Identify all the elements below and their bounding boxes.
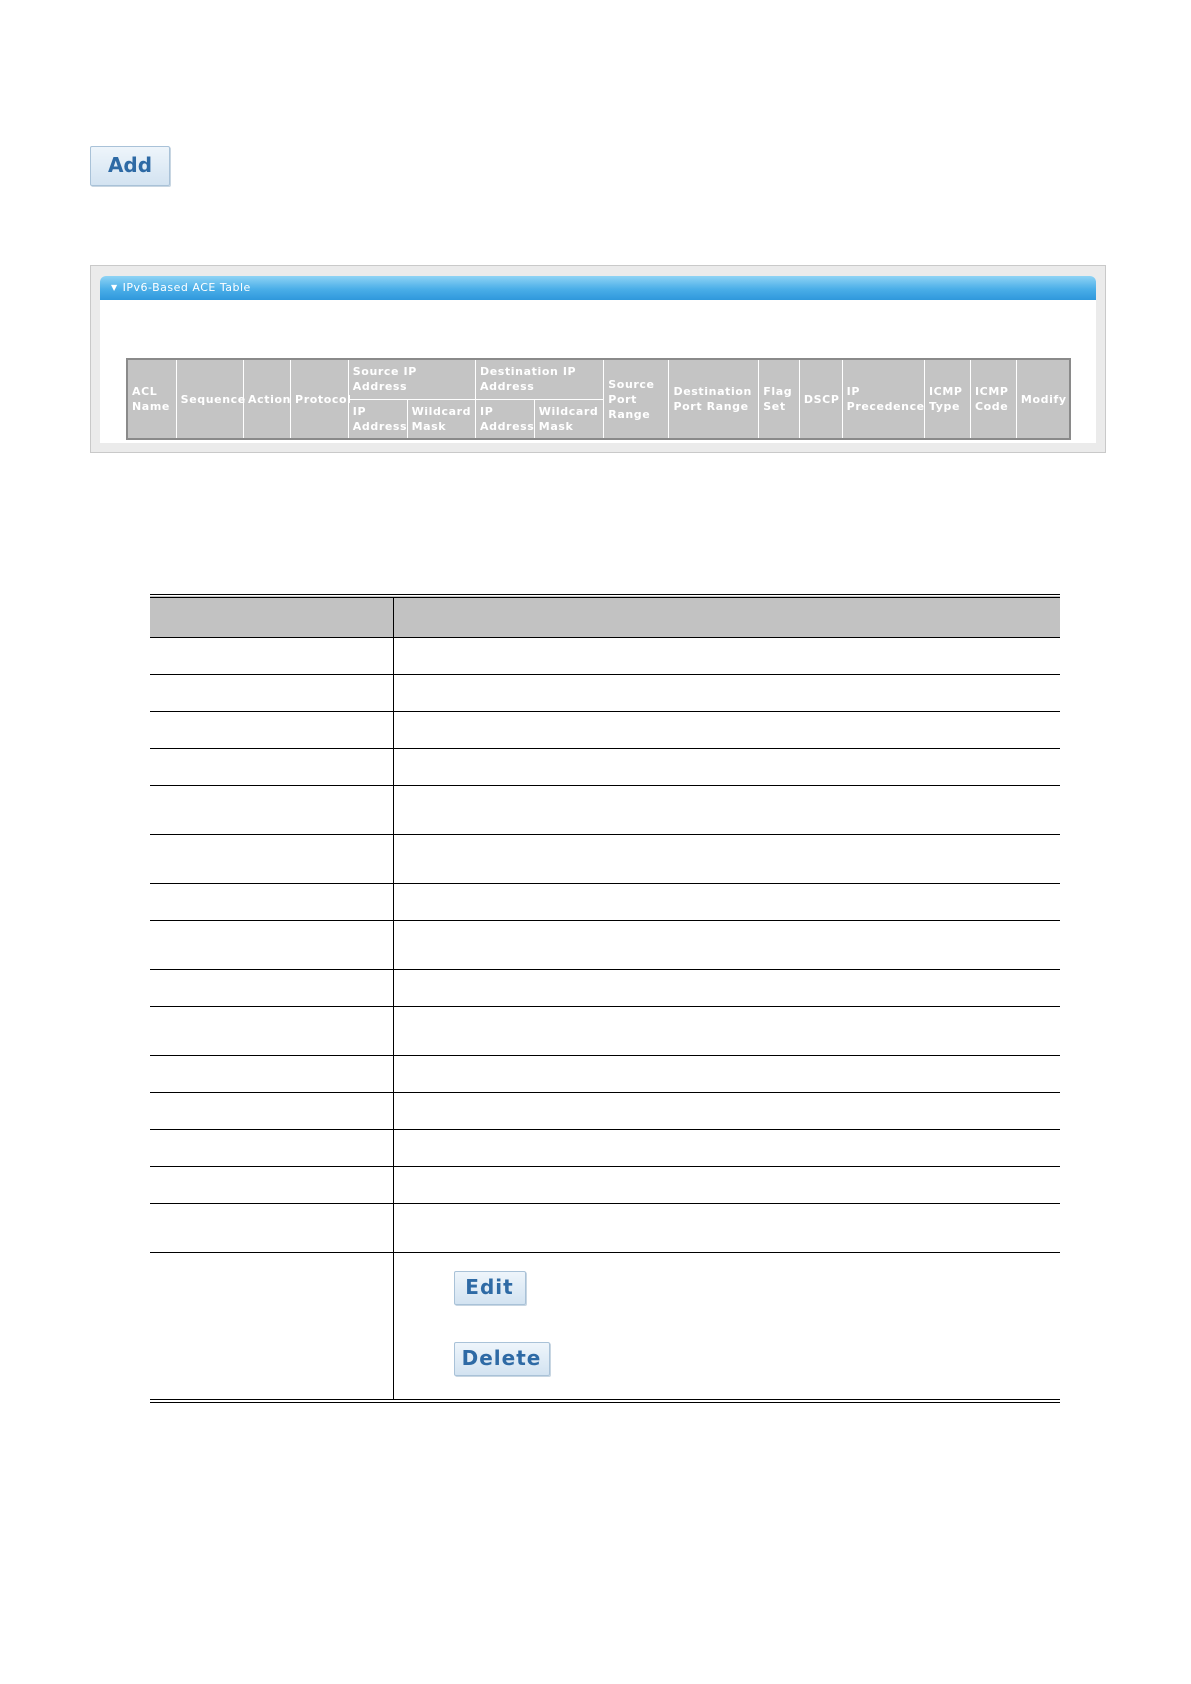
- col-icmp-code: ICMP Code: [970, 359, 1016, 439]
- table-row: [150, 884, 1060, 921]
- panel-inner: [100, 276, 1096, 443]
- table-header-row: [150, 596, 1060, 638]
- col-flag-set: Flag Set: [759, 359, 800, 439]
- col-acl-name: ACL Name: [127, 359, 176, 439]
- table-row: [150, 638, 1060, 675]
- table-row: [150, 921, 1060, 970]
- col-protocol: Protocol: [291, 359, 349, 439]
- table-row: [150, 749, 1060, 786]
- edit-button[interactable]: Edit: [454, 1271, 526, 1305]
- col-ip-precedence: IP Precedence: [842, 359, 924, 439]
- col-destination-ip-address: Destination IP Address: [476, 359, 604, 399]
- col-dscp: DSCP: [799, 359, 842, 439]
- col-src-wildcard-mask: Wildcard Mask: [407, 399, 475, 439]
- panel-title: IPv6-Based ACE Table: [122, 281, 251, 294]
- table-row: [150, 675, 1060, 712]
- table-row: [150, 1204, 1060, 1253]
- table-row: [150, 835, 1060, 884]
- ace-table: [126, 358, 1071, 440]
- add-button[interactable]: Add: [90, 146, 170, 186]
- table-row: [150, 712, 1060, 749]
- col-modify: Modify: [1016, 359, 1070, 439]
- table-row: [150, 970, 1060, 1007]
- table-row: [150, 1130, 1060, 1167]
- collapse-triangle-icon[interactable]: ▼: [111, 283, 118, 292]
- table-row-modify: [150, 1253, 1060, 1402]
- table-row: [150, 1056, 1060, 1093]
- delete-button[interactable]: Delete: [454, 1342, 550, 1376]
- col-source-port-range: Source Port Range: [604, 359, 669, 439]
- col-dst-ip-address: IP Address: [476, 399, 535, 439]
- col-icmp-type: ICMP Type: [924, 359, 970, 439]
- col-dst-wildcard-mask: Wildcard Mask: [534, 399, 603, 439]
- panel-header[interactable]: [100, 276, 1096, 300]
- panel-body: [100, 300, 1096, 443]
- table-row: [150, 1167, 1060, 1204]
- col-destination-port-range: Destination Port Range: [669, 359, 759, 439]
- table-row: [150, 1007, 1060, 1056]
- ipv6-ace-panel: [90, 265, 1106, 453]
- col-src-ip-address: IP Address: [348, 399, 407, 439]
- col-sequence: Sequence: [176, 359, 243, 439]
- table-row: [150, 786, 1060, 835]
- col-source-ip-address: Source IP Address: [348, 359, 475, 399]
- col-action: Action: [244, 359, 291, 439]
- table-row: [150, 1093, 1060, 1130]
- description-table: [150, 594, 1060, 1403]
